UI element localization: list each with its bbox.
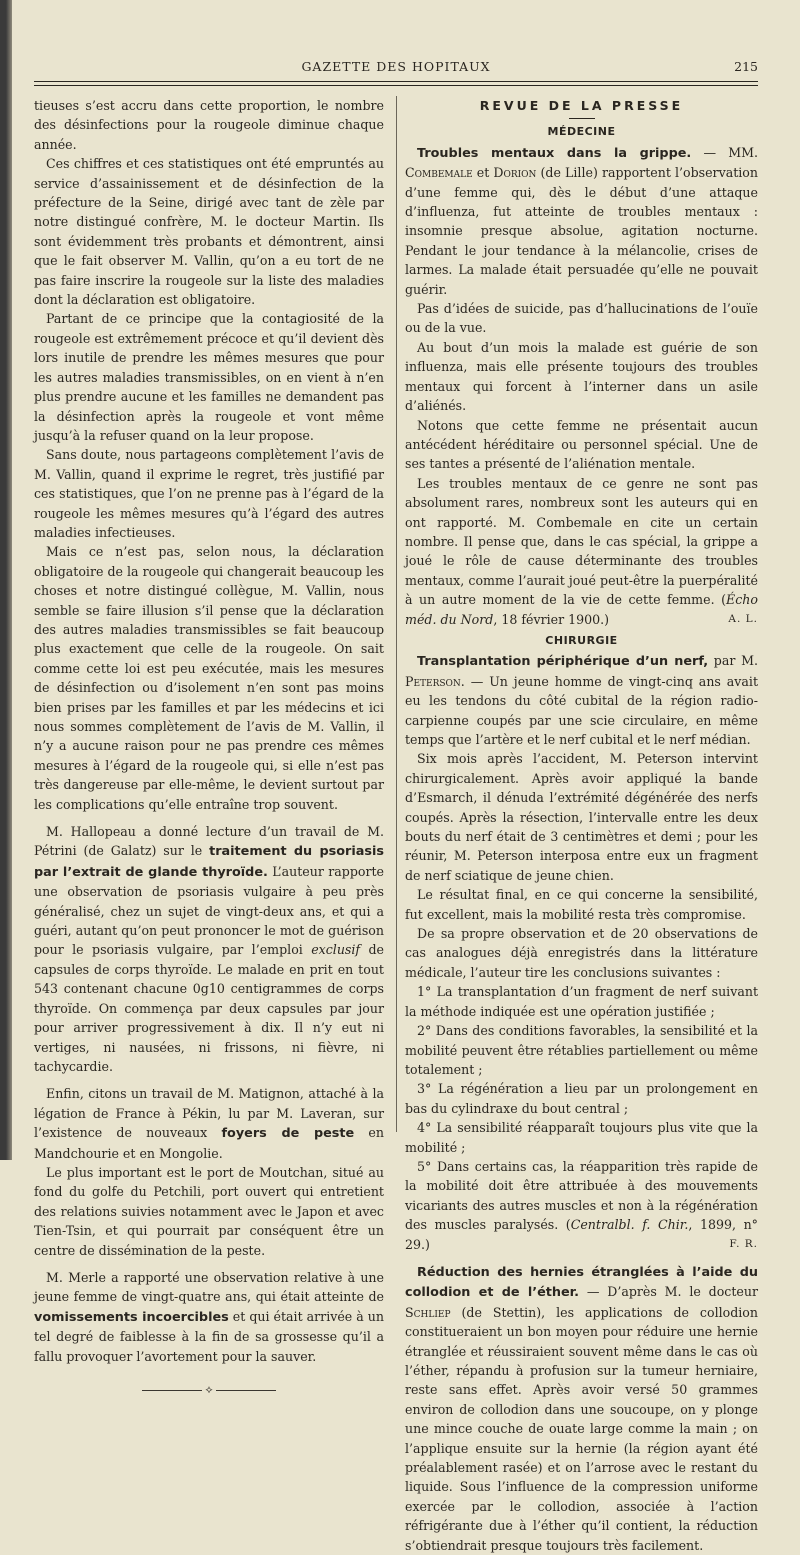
paragraph-vomissements: M. Merle a rapporté une observation relative à une jeune femme de vingt-quatre ans, qui était atteinte de vomissements incoercibles et qui était arrivée à un tel degré de faiblesse à la fin de sa grossesse qu’il a fallu provoquer l’avortement pour la sauver. <box>34 1269 385 1364</box>
subsection-title: CHIRURGIE <box>545 633 618 647</box>
author-signature: F. R. <box>729 1237 758 1250</box>
header-rule-thin <box>34 85 758 86</box>
conclusion-item: 3° La régénération a lieu par un prolongement en bas du cylindraxe du bout central ; <box>405 1081 758 1116</box>
article-title: Réduction des hernies étranglées à l’aide du collodion et de l’éther. <box>405 1264 758 1301</box>
page-header <box>34 57 758 77</box>
left-column <box>34 96 384 1399</box>
article-title: Troubles mentaux dans la grippe. <box>417 145 692 161</box>
right-column <box>405 96 758 1555</box>
conclusion-item: 4° La sensibilité réapparaît toujours plus vite que la mobilité ; <box>405 1120 758 1155</box>
section-rule <box>569 118 595 119</box>
author-signature: A. L. <box>728 612 758 625</box>
topic-heading: traitement du psoriasis par l’extrait de glande thyroïde. <box>34 844 384 880</box>
paragraph-psoriasis: M. Hallopeau a donné lecture d’un travail de M. Pétrini (de Galatz) sur le traitement du psoriasis par l’extrait de glande thyroïde. L’auteur rapporte une observation de psoriasis vulgaire à peu près généralisé, chez un sujet de vingt-deux ans, et qui a guéri, autant qu’on peut prononcer le mot de guérison pour le psoriasis vulgaire, par l’emploi exclusif de capsules de corps thyroïde. Le malade en prit en tout 543 contenant chacune 0g10 centigrammes de corps thyroïde. On commença par deux capsules par jour pour arriver progressivement à dix. Il n’y eut ni vertiges, ni nausées, ni frissons, ni fièvre, ni tachycardie. <box>34 824 384 1074</box>
journal-title: GAZETTE DES HOPITAUX <box>301 59 491 74</box>
end-ornament: ⟡ <box>34 1380 384 1399</box>
paragraph: De sa propre observation et de 20 observations de cas analogues déjà enregistrés dans la littérature médicale, l’auteur tire les conclusions suivantes : <box>405 926 758 980</box>
paragraph-peste: Enfin, citons un travail de M. Matignon, attaché à la légation de France à Pékin, lu par M. Laveran, sur l’existence de nouveaux foyers de peste en Mandchourie et en Mongolie. <box>34 1086 384 1161</box>
paragraph: Notons que cette femme ne présentait aucun antécédent héréditaire ou personnel spécial. Une de ses tantes a présenté de l’aliénation mentale. <box>405 417 758 472</box>
article-hernies: Réduction des hernies étranglées à l’aide du collodion et de l’éther. — D’après M. le docteur Schliep (de Stettin), les applications de collodion constitueraient un bon moyen pour réduire une hernie étranglée et réussiraient souvent même dans le cas où l’éther, répandu à profusion sur la tumeur herniaire, reste sans effet. Après avoir versé 50 grammes environ de collodion dans une soucoupe, on y plonge une mince couche de ouate large comme la main ; on l’applique ensuite sur la hernie (la région ayant été préalablement rasée) et on l’arrose avec le restant du liquide. Sous l’influence de la compression uniforme exercée par le collodion, associée à l’action réfrigérante due à l’éther qu’il contient, la réduction s’obtiendrait presque toujours très facilement. <box>405 1264 759 1553</box>
conclusion-item: 2° Dans des conditions favorables, la sensibilité et la mobilité peuvent être rétablies partiellement ou même totalement ; <box>405 1023 758 1077</box>
article-transplantation: Transplantation périphérique d’un nerf, par M. Peterson. — Un jeune homme de vingt-cinq ans avait eu les tendons du côté cubital de la région radio-carpienne coupés par une scie circulaire, en même temps que l’artère et le nerf cubital et le nerf médian. <box>405 653 758 747</box>
paragraph: Pas d’idées de suicide, pas d’hallucinations de l’ouïe ou de la vue. <box>405 301 758 336</box>
column-separator <box>396 96 397 1132</box>
conclusion-item: 5° Dans certains cas, la réapparition très rapide de la mobilité doit être attribuée à des mouvements vicariants des autres muscles et non à la régénération des muscles paralysés. (Centralbl. f. Chir., 1899, n° 29.) F. R. <box>405 1157 758 1254</box>
conclusion-item: 1° La transplantation d’un fragment de nerf suivant la méthode indiquée est une opération justifiée ; <box>405 984 758 1019</box>
paragraph: tieuses s’est accru dans cette proportion, le nombre des désinfections pour la rougeole diminue chaque année. <box>34 98 384 152</box>
paragraph: Mais ce n’est pas, selon nous, la déclaration obligatoire de la rougeole qui changerait beaucoup les choses et notre distingué collègue, M. Vallin, nous semble se faire illusion s’il pense que la déclaration des autres maladies transmissibles se fait beaucoup plus exactement que celle de la rougeole. On sait comme cette loi est peu exécutée, mais les mesures de désinfection ou d’isolement n’en sont pas moins bien prises par les familles et par les médecins et ici nous sommes complètement de l’avis de M. Vallin, il n’y a aucune raison pour ne pas prendre ces mêmes mesures à l’égard de la rougeole qui, si elle n’est pas très dangereuse par elle-même, le devient surtout par les complications qu’elle entraîne trop souvent. <box>34 544 384 812</box>
paragraph: Sans doute, nous partageons complètement l’avis de M. Vallin, quand il exprime le regret, très justifié par ces statistiques, que l’on ne prenne pas à l’égard de la rougeole les mêmes mesures qu’à l’égard des autres maladies infectieuses. <box>34 447 384 540</box>
header-rule <box>34 81 758 82</box>
paragraph: Le plus important est le port de Moutchan, situé au fond du golfe du Petchili, port ouvert qui entretient des relations suivies notamment avec le Japon et avec Tien-Tsin, et qui pourrait par conséquent être un centre de dissémination de la peste. <box>34 1164 384 1258</box>
paragraph: Les troubles mentaux de ce genre ne sont pas absolument rares, nombreux sont les auteurs qui en ont rapporté. M. Combemale en cite un certain nombre. Il pense que, dans le cas spécial, la grippe a joué le rôle de cause déterminante des troubles mentaux, comme l’aurait joué peut-être la puerpéralité à un autre moment de la vie de cette femme. (Écho méd. du Nord, 18 février 1900.) A. L. <box>405 474 758 629</box>
paragraph: Six mois après l’accident, M. Peterson intervint chirurgicalement. Après avoir appliqué la bande d’Esmarch, il dénuda l’extrémité dégénérée des nerfs coupés. Après la résection, l’intervalle entre les deux bouts du nerf était de 3 centimètres et demi ; pour les réunir, M. Peterson interposa entre eux un fragment de nerf sciatique de jeune chien. <box>405 751 758 883</box>
page-binding-edge <box>0 0 12 1160</box>
topic-heading: vomissements incoercibles <box>34 1309 229 1325</box>
paragraph: Ces chiffres et ces statistiques ont été empruntés au service d’assainissement et de désinfection de la préfecture de la Seine, dirigé avec tant de zèle par notre distingué confrère, M. le docteur Martin. Ils sont évidemment très probants et démontrent, ainsi que le fait observer M. Vallin, qu’on a eu tort de ne pas faire inscrire la rougeole sur la liste des maladies dont la déclaration est obligatoire. <box>34 156 384 308</box>
page-number: 215 <box>734 59 758 74</box>
paragraph: Au bout d’un mois la malade est guérie de son influenza, mais elle présente toujours des troubles mentaux qui forcent à l’interner dans un asile d’aliénés. <box>405 339 758 414</box>
paragraph: Partant de ce principe que la contagiosité de la rougeole est extrêmement précoce et qu’il devient dès lors inutile de prendre les mêmes mesures que pour les autres maladies transmissibles, on en vient à n’en plus prendre aucune et les familles ne demandent pas la désinfection après la rougeole et vont même jusqu’à la refuser quand on la leur propose. <box>34 311 384 443</box>
paragraph: Le résultat final, en ce qui concerne la sensibilité, fut excellent, mais la mobilité resta très compromise. <box>405 887 758 922</box>
section-title: REVUE DE LA PRESSE <box>479 98 684 113</box>
topic-heading: foyers de peste <box>221 1126 355 1142</box>
article-troubles-mentaux: Troubles mentaux dans la grippe. — MM. Combemale et Dorion (de Lille) rapportent l’observation d’une femme qui, dès le début d’une attaque d’influenza, fut atteinte de troubles mentaux : insomnie presque absolue, agitation nocturne. Pendant le jour tendance à la mélancolie, crises de larmes. La malade était persuadée qu’elle ne pouvait guérir. <box>405 144 758 297</box>
subsection-title: MÉDECINE <box>547 125 616 139</box>
article-title: Transplantation périphérique d’un nerf, <box>417 654 709 670</box>
